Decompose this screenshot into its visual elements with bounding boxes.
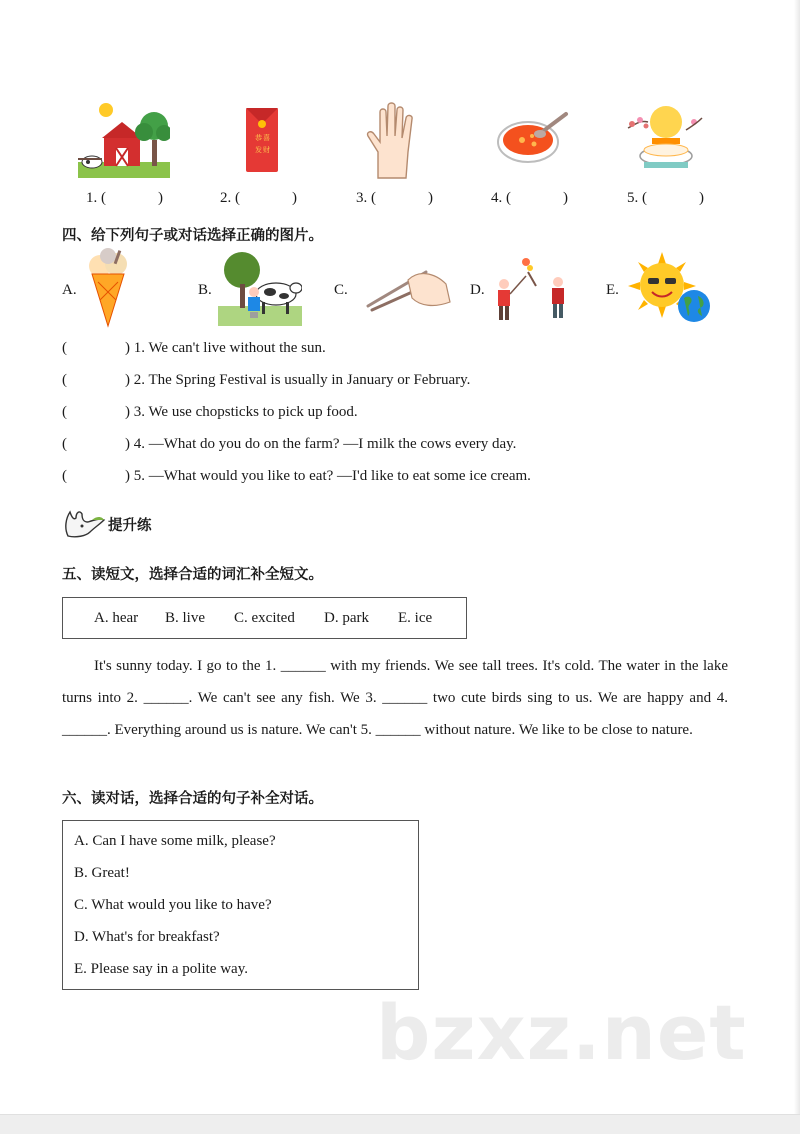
envelope-text-2: 喜 xyxy=(263,134,270,142)
option-letter-e: E. xyxy=(606,282,619,298)
chopsticks-picture xyxy=(364,262,452,316)
reading-passage: It's sunny today. I go to the 1. ______ with my friends. We see tall trees. It's cold. The water in the lake turns into 2. ______. We can't see any fish. We 3. ______ two cute birds sing to us. We are happy and 4. ______. Everything around us is nature. We can't 5. ______ without nature. We like to be close to nature. xyxy=(62,658,728,738)
question-row-1: ( ) 1. We can't live without the sun. xyxy=(62,340,326,356)
farmer-milking-cow-picture xyxy=(218,248,302,328)
sun-earth-picture xyxy=(628,252,714,326)
picture-label-2: 2. ( ) xyxy=(220,190,297,206)
question-text-2: 2. The Spring Festival is usually in January or February. xyxy=(133,372,471,388)
word-option-b: B. live xyxy=(165,610,205,626)
word-option-e: E. ice xyxy=(398,610,433,626)
question-text-4: 4. —What do you do on the farm? —I milk the cows every day. xyxy=(133,436,517,452)
rabbit-badge-icon xyxy=(62,508,106,538)
option-letter-c: C. xyxy=(334,282,348,298)
option-letter-d: D. xyxy=(470,282,485,298)
scroll-area-bottom-bar[interactable] xyxy=(0,1114,800,1134)
question-row-2: ( ) 2. The Spring Festival is usually in January or February. xyxy=(62,372,471,388)
question-text-1: 1. We can't live without the sun. xyxy=(133,340,326,356)
picture-label-1: 1. ( ) xyxy=(86,190,163,206)
dialogue-option-e: E. Please say in a polite way. xyxy=(74,961,248,977)
watermark: bzxz.net xyxy=(376,988,747,1077)
dialogue-option-b: B. Great! xyxy=(74,865,130,881)
page-edge-shadow xyxy=(794,0,800,1134)
ice-cream-picture xyxy=(86,248,130,328)
envelope-text-4: 财 xyxy=(263,146,270,154)
question-text-3: 3. We use chopsticks to pick up food. xyxy=(133,404,358,420)
red-envelope-picture xyxy=(244,106,280,174)
question-row-5: ( ) 5. —What would you like to eat? —I'd like to eat some ice cream. xyxy=(62,468,531,484)
envelope-text-1: 恭 xyxy=(255,134,262,142)
practice-badge-label: 提升练 xyxy=(108,518,152,534)
soup-bowl-picture xyxy=(496,110,570,174)
dialogue-option-c: C. What would you like to have? xyxy=(74,897,272,913)
farm-picture xyxy=(78,100,170,180)
word-option-c: C. excited xyxy=(234,610,295,626)
word-option-d: D. park xyxy=(324,610,369,626)
word-option-a: A. hear xyxy=(94,610,139,626)
hand-picture xyxy=(364,102,420,180)
section5-heading: 五、读短文，选择合适的词汇补全短文。 xyxy=(62,567,323,583)
mooncake-moon-picture xyxy=(626,100,704,176)
dialogue-option-a: A. Can I have some milk, please? xyxy=(74,833,276,849)
option-letter-a: A. xyxy=(62,282,77,298)
question-row-4: ( ) 4. —What do you do on the farm? —I milk the cows every day. xyxy=(62,436,517,452)
question-row-3: ( ) 3. We use chopsticks to pick up food. xyxy=(62,404,358,420)
children-fireworks-picture xyxy=(492,252,576,328)
dialogue-option-d: D. What's for breakfast? xyxy=(74,929,220,945)
picture-label-3: 3. ( ) xyxy=(356,190,433,206)
picture-label-5: 5. ( ) xyxy=(627,190,704,206)
envelope-text-3: 发 xyxy=(255,146,262,154)
picture-label-4: 4. ( ) xyxy=(491,190,568,206)
section4-heading: 四、给下列句子或对话选择正确的图片。 xyxy=(62,228,323,244)
question-text-5: 5. —What would you like to eat? —I'd like to eat some ice cream. xyxy=(133,468,531,484)
option-letter-b: B. xyxy=(198,282,212,298)
section6-heading: 六、读对话，选择合适的句子补全对话。 xyxy=(62,791,323,807)
